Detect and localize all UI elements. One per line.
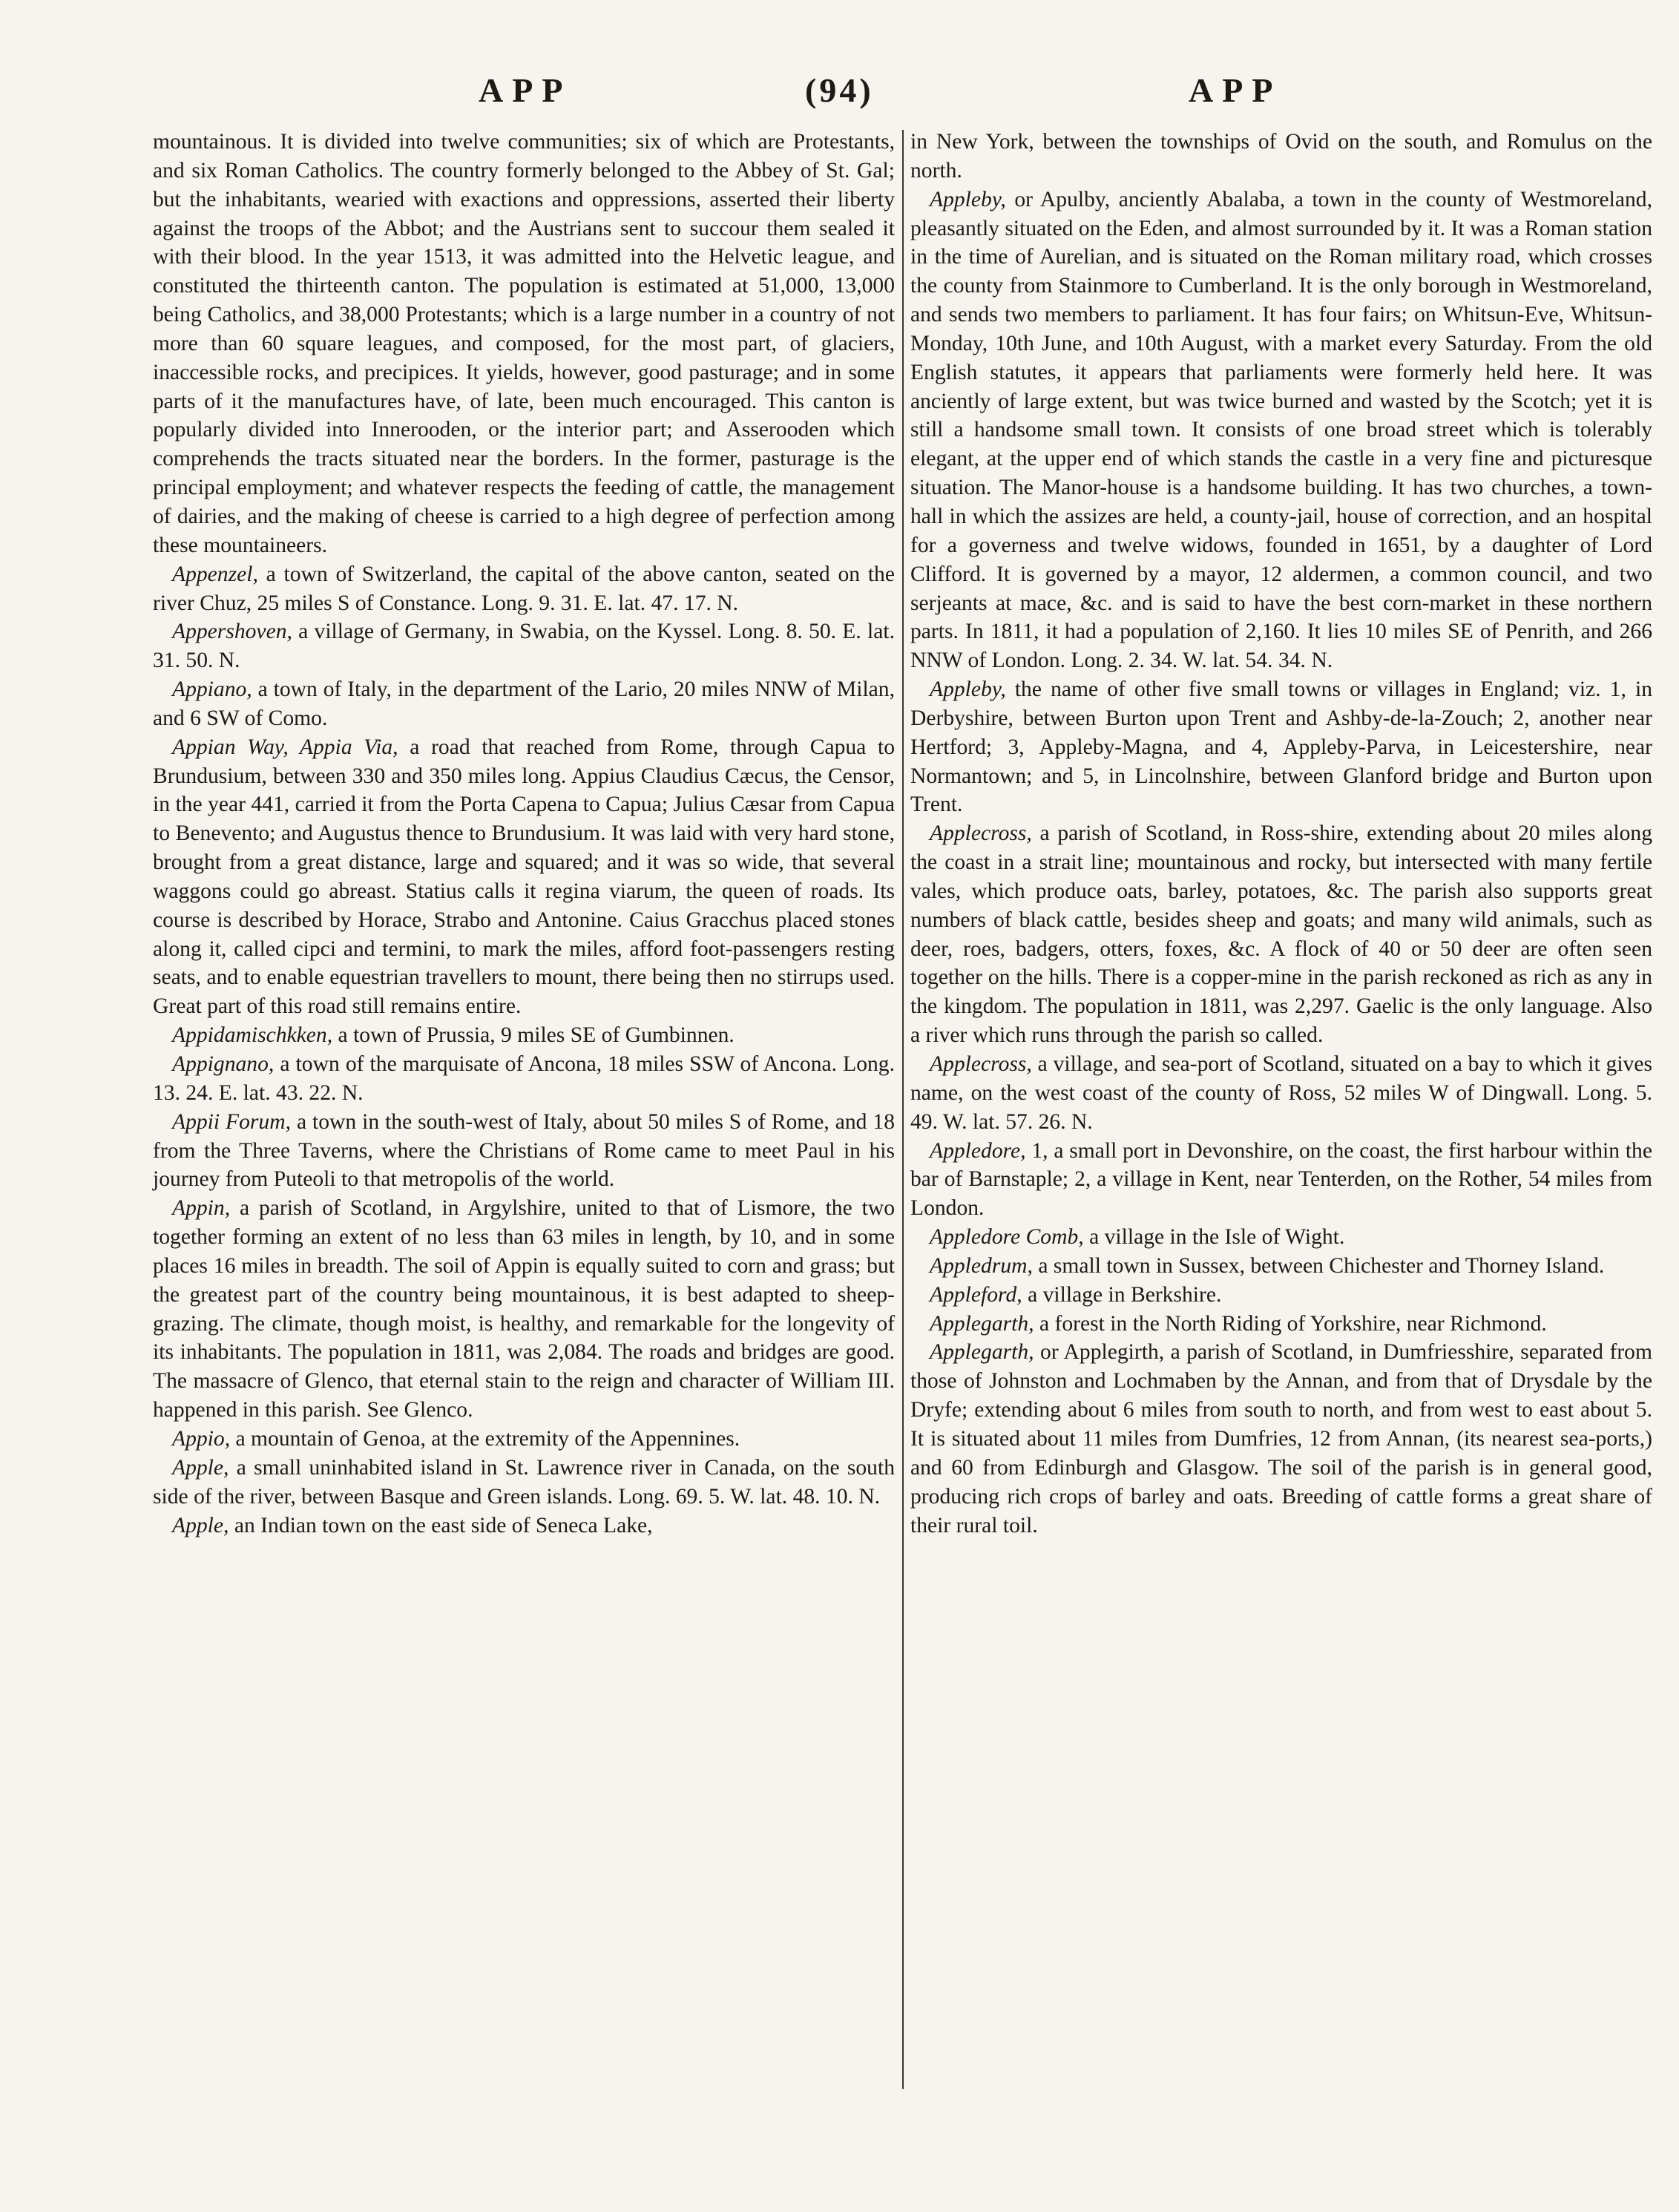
entry-body: a town of the marquisate of Ancona, 18 miles SSW of Ancona. Long. 13. 24. E. lat. 43. 22. N. — [153, 1052, 895, 1105]
entry — [153, 675, 895, 733]
entry-headword: Appignano, — [172, 1052, 275, 1076]
entry-body: a mountain of Genoa, at the extremity of the Appennines. — [230, 1426, 740, 1451]
entry-body: a road that reached from Rome, through Capua to Brundusium, between 330 and 350 miles long. Appius Claudius Cæcus, the Censor, in the year 441, carried it from the Porta Capena to Capua; Julius Cæsar from Capua to Benevento; and Augustus thence to Brundusium. It was laid with very hard stone, brought from a great distance, large and squared; and it was so wide, that several waggons could go abreast. Statius calls it regina viarum, the queen of roads. Its course is described by Horace, Strabo and Antonine. Caius Gracchus placed stones along it, called cipci and termini, to mark the miles, afford foot-passengers resting seats, and to enable equestrian travellers to mount, there being then no stirrups used. Great part of this road still remains entire. — [153, 735, 895, 1019]
entry-headword: Applecross, — [930, 821, 1032, 846]
entry — [910, 1338, 1652, 1540]
entry-headword: Appledrum, — [930, 1253, 1033, 1278]
entry — [153, 1021, 895, 1050]
page-number: (94) — [805, 71, 874, 109]
entry-body: in New York, between the townships of Ovid on the south, and Romulus on the north. — [910, 130, 1652, 183]
entry-headword: Appin, — [172, 1196, 231, 1221]
entry-body: a small town in Sussex, between Chichester and Thorney Island. — [1032, 1253, 1605, 1278]
entry — [153, 128, 895, 560]
entry-headword: Appii Forum, — [172, 1109, 292, 1134]
column-divider — [902, 130, 904, 2089]
entry-headword: Appledore Comb, — [930, 1225, 1084, 1250]
entry-body: a forest in the North Riding of Yorkshire, near Richmond. — [1034, 1311, 1547, 1336]
entry-body: a town in the south-west of Italy, about 50 miles S of Rome, and 18 from the Three Taverns, where the Christians of Rome came to meet Paul in his journey from Puteoli to that metropolis of the world. — [153, 1109, 895, 1192]
entry — [910, 1310, 1652, 1339]
entry-body: a village, and sea-port of Scotland, situated on a bay to which it gives name, on the west coast of the county of Ross, 52 miles W of Dingwall. Long. 5. 49. W. lat. 57. 26. N. — [910, 1052, 1652, 1134]
entry-body: 1, a small port in Devonshire, on the coast, the first harbour within the bar of Barnstaple; 2, a village in Kent, near Tenterden, on the Rother, 54 miles from London. — [910, 1138, 1652, 1221]
header-left: APP — [479, 71, 572, 109]
entry-body: or Applegirth, a parish of Scotland, in Dumfriesshire, separated from those of Johnston and Lochmaben by the Annan, and from that of Drysdale by the Dryfe; extending about 6 miles from south to north, and from west to east about 5. It is situated about 11 miles from Dumfries, 12 from Annan, (its nearest sea-ports,) and 60 from Edinburgh and Glasgow. The soil of the parish is in general good, producing rich crops of barley and oats. Breeding of cattle forms a great share of their rural toil. — [910, 1340, 1652, 1537]
entry-body: mountainous. It is divided into twelve communities; six of which are Protestants, and six Roman Catholics. The country formerly belonged to the Abbey of St. Gal; but the inhabitants, wearied with exactions and oppressions, asserted their liberty against the troops of the Abbot; and the Austrians sent to succour them sealed it with their blood. In the year 1513, it was admitted into the Helvetic league, and constituted the thirteenth canton. The population is estimated at 51,000, 13,000 being Catholics, and 38,000 Protestants; which is a large number in a country of not more than 60 square leagues, and composed, for the most part, of glaciers, inaccessible rocks, and precipices. It yields, however, good pasturage; and in some parts of it the manufactures have, of late, been much encouraged. This canton is popularly divided into Innerooden, or the interior part; and Asserooden which comprehends the tracts situated near the borders. In the former, pasturage is the principal employment; and whatever respects the feeding of cattle, the management of dairies, and the making of cheese is carried to a high degree of perfection among these mountaineers. — [153, 130, 895, 557]
entry-headword: Appio, — [172, 1426, 231, 1451]
entry-body: a village in Berkshire. — [1022, 1282, 1222, 1307]
entry-body: a village of Germany, in Swabia, on the Kyssel. Long. 8. 50. E. lat. 31. 50. N. — [153, 620, 895, 673]
entry — [153, 1194, 895, 1425]
entry — [910, 1050, 1652, 1137]
entry — [153, 560, 895, 618]
entry-headword: Applegarth, — [930, 1340, 1034, 1365]
entry-body: a town of Switzerland, the capital of the above canton, seated on the river Chuz, 25 miles S of Constance. Long. 9. 31. E. lat. 47. 17. N. — [153, 562, 895, 615]
entry — [910, 819, 1652, 1050]
entry — [910, 675, 1652, 819]
entry-body: a small uninhabited island in St. Lawrence river in Canada, on the south side of the river, between Basque and Green islands. Long. 69. 5. W. lat. 48. 10. N. — [153, 1455, 895, 1509]
entry-headword: Appledore, — [930, 1138, 1026, 1163]
left-column — [153, 128, 895, 1540]
entry — [910, 1281, 1652, 1310]
entry-headword: Appian Way, Appia Via, — [172, 735, 398, 759]
entry — [153, 733, 895, 1021]
entry-headword: Appleby, — [930, 187, 1006, 211]
entry-headword: Appleford, — [930, 1282, 1022, 1307]
entry — [153, 617, 895, 675]
entry-headword: Appenzel, — [172, 562, 258, 586]
entry — [153, 1108, 895, 1195]
entry-body: a village in the Isle of Wight. — [1083, 1225, 1345, 1250]
entry — [910, 1252, 1652, 1281]
entry — [910, 1137, 1652, 1224]
entry-body: a parish of Scotland, in Argylshire, united to that of Lismore, the two together forming an extent of no less than 63 miles in length, by 10, and in some places 16 miles in breadth. The soil of Appin is equally suited to corn and grass; but the greatest part of the country being mountainous, it is best adapted to sheep-grazing. The climate, though moist, is healthy, and remarkable for the longevity of its inhabitants. The population in 1811, was 2,084. The roads and bridges are good. The massacre of Glenco, that eternal stain to the reign and character of William III. happened in this parish. See Glenco. — [153, 1196, 895, 1422]
entry-headword: Apple, — [172, 1513, 229, 1537]
entry — [910, 186, 1652, 675]
entry-body: or Apulby, anciently Abalaba, a town in the county of Westmoreland, pleasantly situated on the Eden, and almost surrounded by it. It was a Roman station in the time of Aurelian, and is situated on the Roman military road, which crosses the county from Stainmore to Cumberland. It is the only borough in Westmoreland, and sends two members to parliament. It has four fairs; on Whitsun-Eve, Whitsun-Monday, 10th June, and 10th August, with a market every Saturday. From the old English statutes, it appears that parliaments were formerly held here. It was anciently of large extent, but was twice burned and wasted by the Scotch; yet it is still a handsome small town. It consists of one broad street which is tolerably elegant, at the upper end of which stands the castle in a very fine and picturesque situation. The Manor-house is a handsome building. It has two churches, a town-hall in which the assizes are held, a county-jail, house of correction, and an hospital for a governess and twelve widows, founded in 1651, by a daughter of Lord Clifford. It is governed by a mayor, 12 aldermen, a common council, and two serjeants at mace, &c. and is said to have the best corn-market in these northern parts. In 1811, it had a population of 2,160. It lies 10 miles SE of Penrith, and 266 NNW of London. Long. 2. 34. W. lat. 54. 34. N. — [910, 187, 1652, 673]
entry-headword: Appidamischkken, — [172, 1023, 333, 1048]
header-right: APP — [1189, 71, 1282, 109]
entry-body: a parish of Scotland, in Ross-shire, extending about 20 miles along the coast in a strait line; mountainous and rocky, but intersected with many fertile vales, which produce oats, barley, potatoes, &c. The parish also supports great numbers of black cattle, besides sheep and goats; and many wild animals, such as deer, roes, badgers, otters, foxes, &c. A flock of 40 or 50 deer are often seen together on the hills. There is a copper-mine in the parish reckoned as rich as any in the kingdom. The population in 1811, was 2,297. Gaelic is the only language. Also a river which runs through the parish so called. — [910, 821, 1652, 1048]
entry — [910, 1223, 1652, 1252]
entry-headword: Appershoven, — [172, 620, 292, 644]
entry-headword: Applecross, — [930, 1052, 1032, 1076]
entry — [153, 1050, 895, 1108]
entry — [153, 1425, 895, 1454]
right-column — [910, 128, 1652, 1540]
entry — [153, 1512, 895, 1540]
entry-headword: Appleby, — [930, 677, 1006, 702]
entry-headword: Apple, — [172, 1455, 229, 1480]
entry — [153, 1454, 895, 1512]
entry-headword: Appiano, — [172, 677, 252, 702]
entry-body: the name of other five small towns or villages in England; viz. 1, in Derbyshire, between Burton upon Trent and Ashby-de-la-Zouch; 2, another near Hertford; 3, Appleby-Magna, and 4, Appleby-Parva, in Leicestershire, near Normantown; and 5, in Lincolnshire, between Glanford bridge and Burton upon Trent. — [910, 677, 1652, 817]
running-header — [0, 68, 1679, 113]
entry-body: a town of Prussia, 9 miles SE of Gumbinnen. — [332, 1023, 735, 1048]
entry-body: an Indian town on the east side of Seneca Lake, — [229, 1513, 653, 1537]
entry — [910, 128, 1652, 186]
entry-headword: Applegarth, — [930, 1311, 1034, 1336]
entry-body: a town of Italy, in the department of the Lario, 20 miles NNW of Milan, and 6 SW of Como. — [153, 677, 895, 730]
